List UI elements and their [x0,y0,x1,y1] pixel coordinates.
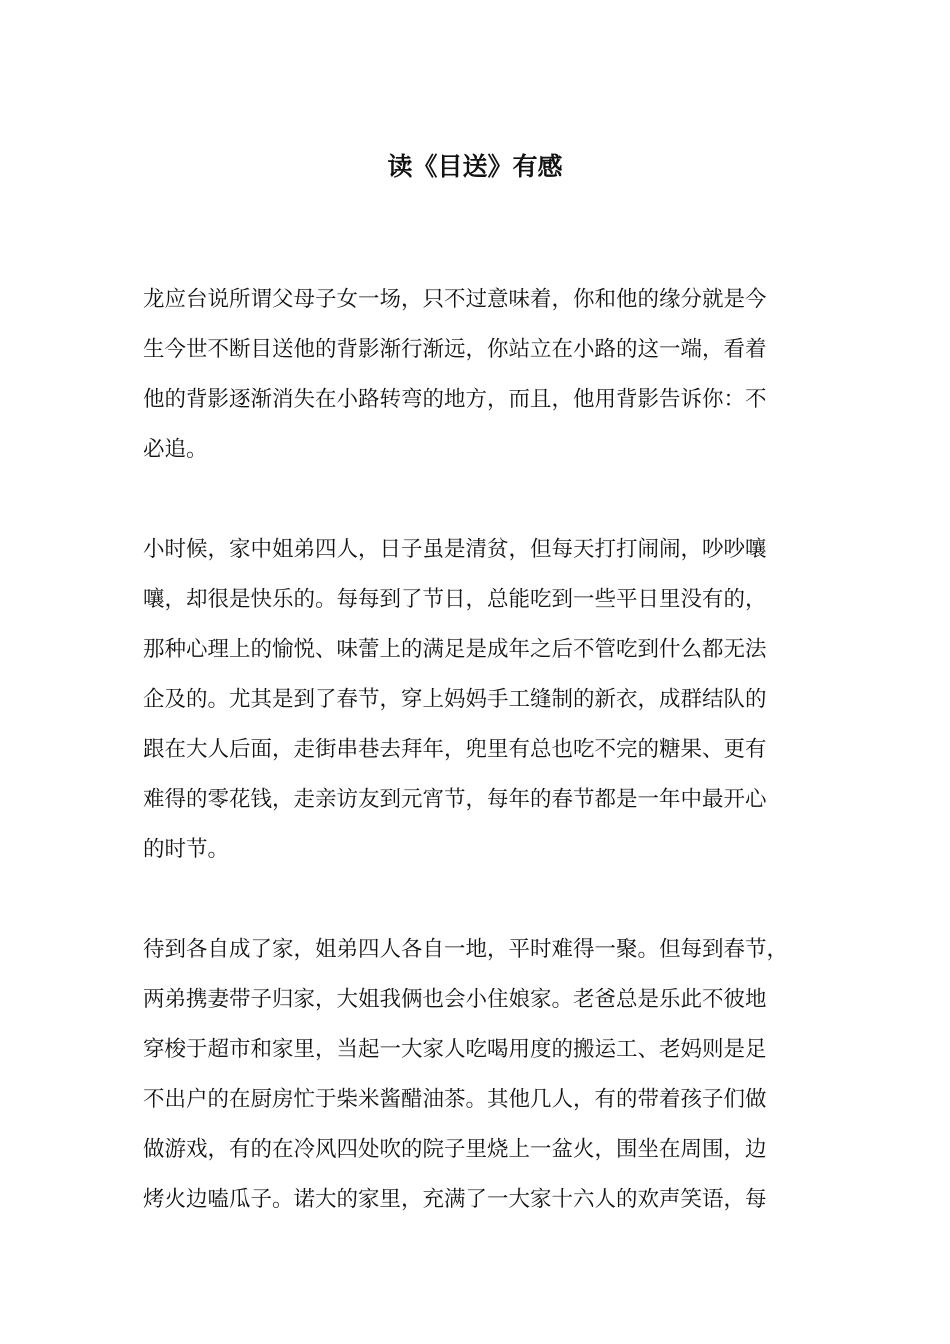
paragraph-line: 嚷，却很是快乐的。每每到了节日，总能吃到一些平日里没有的， [143,587,767,612]
paragraph-line: 烤火边嗑瓜子。诺大的家里，充满了一大家十六人的欢声笑语，每 [143,1187,767,1212]
document-title: 读《目送》有感 [387,151,563,181]
paragraph-line: 的时节。 [143,837,230,862]
paragraph-1 [143,283,843,483]
paragraph-line: 生今世不断目送他的背影渐行渐远，你站立在小路的这一端，看着 [143,337,767,362]
paragraph-line: 穿梭于超市和家里，当起一大家人吃喝用度的搬运工、老妈则是足 [143,1037,767,1062]
paragraph-line: 做游戏，有的在冷风四处吹的院子里烧上一盆火，围坐在周围，边 [143,1137,767,1162]
paragraph-line: 企及的。尤其是到了春节，穿上妈妈手工缝制的新衣，成群结队的 [143,687,767,712]
paragraph-line: 待到各自成了家，姐弟四人各自一地，平时难得一聚。但每到春节， [143,937,789,962]
paragraph-line: 必追。 [143,437,208,462]
paragraph-line: 小时候，家中姐弟四人，日子虽是清贫，但每天打打闹闹，吵吵嚷 [143,537,767,562]
paragraph-line: 他的背影逐渐消失在小路转弯的地方，而且，他用背影告诉你：不 [143,387,767,412]
paragraph-line: 两弟携妻带子归家，大姐我俩也会小住娘家。老爸总是乐此不彼地 [143,987,767,1012]
paragraph-line: 跟在大人后面，走街串巷去拜年，兜里有总也吃不完的糖果、更有 [143,737,767,762]
paragraph-3 [143,933,843,1233]
paragraph-line: 龙应台说所谓父母子女一场，只不过意味着，你和他的缘分就是今 [143,287,767,312]
paragraph-2 [143,533,843,883]
paragraph-line: 不出户的在厨房忙于柴米酱醋油茶。其他几人，有的带着孩子们做 [143,1087,767,1112]
paragraph-line: 难得的零花钱，走亲访友到元宵节，每年的春节都是一年中最开心 [143,787,767,812]
document-body [143,283,843,1283]
paragraph-line: 那种心理上的愉悦、味蕾上的满足是成年之后不管吃到什么都无法 [143,637,767,662]
